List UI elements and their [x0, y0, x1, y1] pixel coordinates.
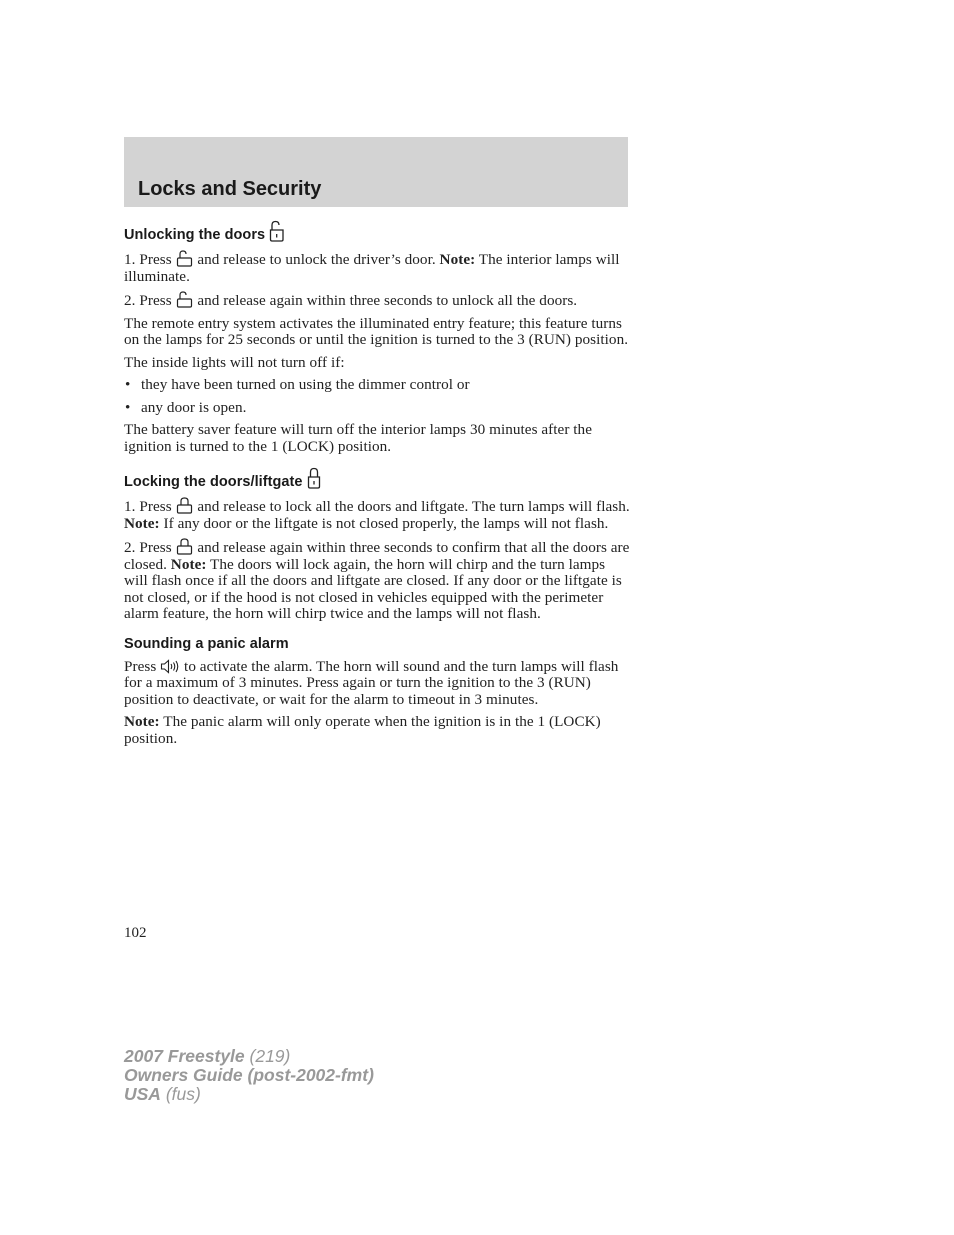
illuminated-entry-paragraph: The remote entry system activates the illuminated entry feature; this feature turns on the lamps for 25 seconds or until the ignition is turned to the 3 (RUN) position. — [124, 314, 629, 348]
unlock-button-icon — [176, 291, 194, 308]
panic-note-label: Note: — [124, 713, 160, 730]
locking-heading-text: Locking the doors/liftgate — [124, 474, 303, 490]
unlocking-heading — [124, 220, 630, 245]
footer-line-3 — [124, 1085, 374, 1104]
footer-market: USA — [124, 1084, 161, 1104]
section-header-band — [124, 137, 628, 207]
lock-step-2-prefix: 2. Press — [124, 539, 172, 556]
unlock-step-1-note-text: The interior lamps will illuminate. — [124, 251, 620, 285]
unlock-step-2-prefix: 2. Press — [124, 292, 172, 309]
locking-heading — [124, 467, 630, 492]
lock-step-2 — [124, 538, 630, 623]
lock-button-icon — [176, 497, 194, 514]
bullet-icon: • — [125, 398, 131, 416]
footer-line-1 — [124, 1047, 374, 1066]
panic-note-text: The panic alarm will only operate when the ignition is in the 1 (LOCK) position. — [124, 713, 601, 747]
footer-model-code: (219) — [244, 1046, 291, 1066]
lock-button-icon — [176, 538, 194, 555]
panic-press-prefix: Press — [124, 657, 157, 675]
panic-alarm-heading: Sounding a panic alarm — [124, 635, 289, 652]
panic-press-paragraph — [124, 659, 630, 709]
unlock-step-1 — [124, 250, 630, 285]
lock-step-1-prefix: 1. Press — [124, 498, 172, 515]
lock-step-1-text: and release to lock all the doors and liftgate. The turn lamps will flash. — [197, 498, 630, 515]
unlock-icon — [269, 220, 285, 242]
footer-model: 2007 Freestyle — [124, 1046, 245, 1066]
unlock-step-1-note-label: Note: — [439, 251, 476, 268]
page-number: 102 — [124, 925, 147, 941]
list-item — [124, 400, 630, 417]
lock-step-1-note-text: If any door or the liftgate is not closed properly, the lamps will not flash. — [159, 514, 609, 532]
battery-saver-paragraph: The battery saver feature will turn off the interior lamps 30 minutes after the ignition is turned to the 1 (LOCK) position. — [124, 421, 592, 455]
unlock-step-2-text: and release again within three seconds to unlock all the doors. — [197, 292, 578, 309]
main-content — [124, 220, 630, 747]
lock-step-2-note-text: The doors will lock again, the horn will chirp and the turn lamps will flash once if all the doors and liftgate are closed. If any door or the liftgate is not closed, or if the hood is not closed in vehicles equipped with the perimeter alarm feature, the horn will chirp twice and the lamps will not flash. — [124, 555, 622, 622]
lock-icon — [307, 467, 321, 489]
list-item-text: they have been turned on using the dimmer control or — [141, 376, 470, 393]
list-item-text: any door is open. — [141, 398, 247, 416]
unlocking-heading-text: Unlocking the doors — [124, 227, 266, 243]
unlock-step-2 — [124, 291, 630, 310]
bullet-icon: • — [125, 376, 131, 393]
lock-step-2-note-label: Note: — [170, 555, 207, 573]
footer — [124, 1047, 374, 1104]
page-title: Locks and Security — [138, 178, 322, 200]
lock-step-1 — [124, 497, 630, 532]
lock-step-2-text: and release again within three seconds to confirm that all the doors are closed. — [124, 539, 630, 573]
footer-market-code: (fus) — [160, 1084, 201, 1104]
panic-note-paragraph — [124, 714, 630, 747]
list-item — [124, 377, 630, 394]
panic-horn-icon — [160, 659, 180, 674]
lock-step-1-note-label: Note: — [124, 514, 160, 532]
panic-press-text: to activate the alarm. The horn will sound and the turn lamps will flash for a maximum of 3 minutes. Press again or turn the ignition to the 3 (RUN) position to deactivate, or wait for the alarm to timeout in 3 minutes. — [124, 657, 619, 708]
unlock-button-icon — [176, 250, 194, 267]
footer-guide: Owners Guide (post-2002-fmt) — [124, 1065, 374, 1085]
unlock-step-1-text: and release to unlock the driver’s door. — [197, 251, 440, 268]
unlock-step-1-prefix: 1. Press — [124, 251, 172, 268]
inside-lights-paragraph: The inside lights will not turn off if: — [124, 353, 345, 371]
footer-line-2 — [124, 1066, 374, 1085]
